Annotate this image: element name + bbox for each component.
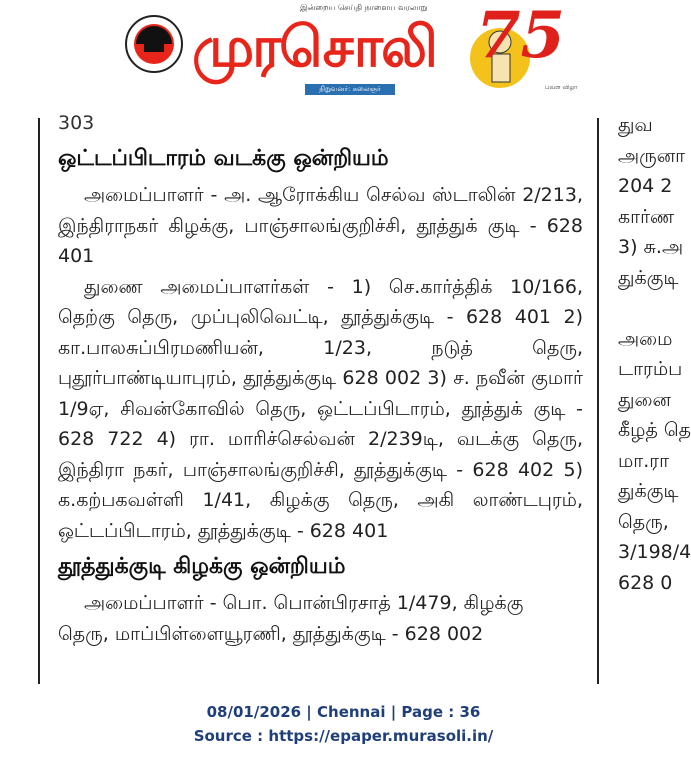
right-column-cut xyxy=(618,110,691,598)
right-column-line: தெரு, xyxy=(618,510,669,533)
right-column-line: 3/198/4 xyxy=(618,541,691,563)
right-column-line: அமை xyxy=(618,327,673,350)
right-column-line: 628 0 xyxy=(618,571,673,594)
right-column-line: துக்குடி xyxy=(618,480,679,502)
column-divider-right xyxy=(597,118,599,684)
right-column-line: மா.ரா xyxy=(618,449,669,472)
masthead xyxy=(0,0,687,108)
right-column-line: கார்ண xyxy=(618,205,675,228)
right-column-line: 204 2 xyxy=(618,175,673,197)
edition-info: 08/01/2026 | Chennai | Page : 36 xyxy=(206,703,481,721)
paragraph: அமைப்பாளர் - அ. ஆரோக்கிய செல்வ ஸ்டாலின் 2/213, இந்திராநகர் கிழக்கு, பாஞ்சாலங்குறிச்சி, தூத்துக் குடி - 628 401 xyxy=(58,184,583,267)
article-column xyxy=(58,110,583,645)
right-column-line: டாரம்ப xyxy=(618,358,683,380)
clip-mask xyxy=(40,684,597,700)
cut-bottom-text: தெரு, மாப்பிள்ளையூரணி, தூத்துக்குடி - 628 002 xyxy=(58,622,484,645)
newspaper-logo: முரசொலி xyxy=(192,15,436,80)
right-column-line: துக்குடி xyxy=(618,266,679,289)
right-column-line: துனை xyxy=(618,388,671,411)
party-emblem-icon xyxy=(124,14,184,74)
cut-top-text: 303 xyxy=(58,112,95,134)
section-heading: ஒட்டப்பிடாரம் வடக்கு ஒன்றியம் xyxy=(58,146,389,171)
anniversary-label: பவள விழா xyxy=(545,84,578,91)
masthead-tagline: இன்றைய செய்தி நாளைய வரலாறு xyxy=(300,3,428,12)
founder-tagline: நிறுவனர்: கலைஞர் மு.கருணாநிதி xyxy=(305,84,395,95)
page-footer xyxy=(0,700,687,784)
right-column-line: கீழத் தெ xyxy=(618,419,691,441)
source-link[interactable]: Source : https://epaper.murasoli.in/ xyxy=(193,727,494,745)
right-column-line xyxy=(618,293,687,324)
section-heading: தூத்துக்குடி கிழக்கு ஒன்றியம் xyxy=(58,554,346,579)
paragraph: துணை அமைப்பாளர்கள் - 1) செ.கார்த்திக் 10/166, தெற்கு தெரு, முப்புலிவெட்டி, தூத்துக்குடி - 628 401 2) கா.பாலசுப்பிரமணியன், 1/23, நடுத் தெரு, புதூர்பாண்டியாபுரம், தூத்துக்குடி 628 002 3) ச. நவீன் குமார் 1/9ஏ, சிவன்கோவில் தெரு, ஒட்டப்பிடாரம், தூத்துக் குடி - 628 722 4) ரா. மாரிச்செல்வன் 2/239டி, வடக்கு தெரு, இந்திரா நகர், பாஞ்சாலங்குறிச்சி, தூத்துக்குடி - 628 402 5) க.கற்பகவள்ளி 1/41, கிழக்கு தெரு, அகி லாண்டபுரம், ஒட்டப்பிடாரம், தூத்துக்குடி - 628 401 xyxy=(58,275,583,542)
right-column-line: அருனா xyxy=(618,144,686,167)
anniversary-number: 75 xyxy=(476,0,566,73)
right-column-line: துவ xyxy=(618,114,653,136)
right-column-line: 3) சு.அ xyxy=(618,236,684,258)
column-divider-left xyxy=(38,118,40,684)
paragraph: அமைப்பாளர் - பொ. பொன்பிரசாத் 1/479, கிழக்கு xyxy=(84,592,524,614)
